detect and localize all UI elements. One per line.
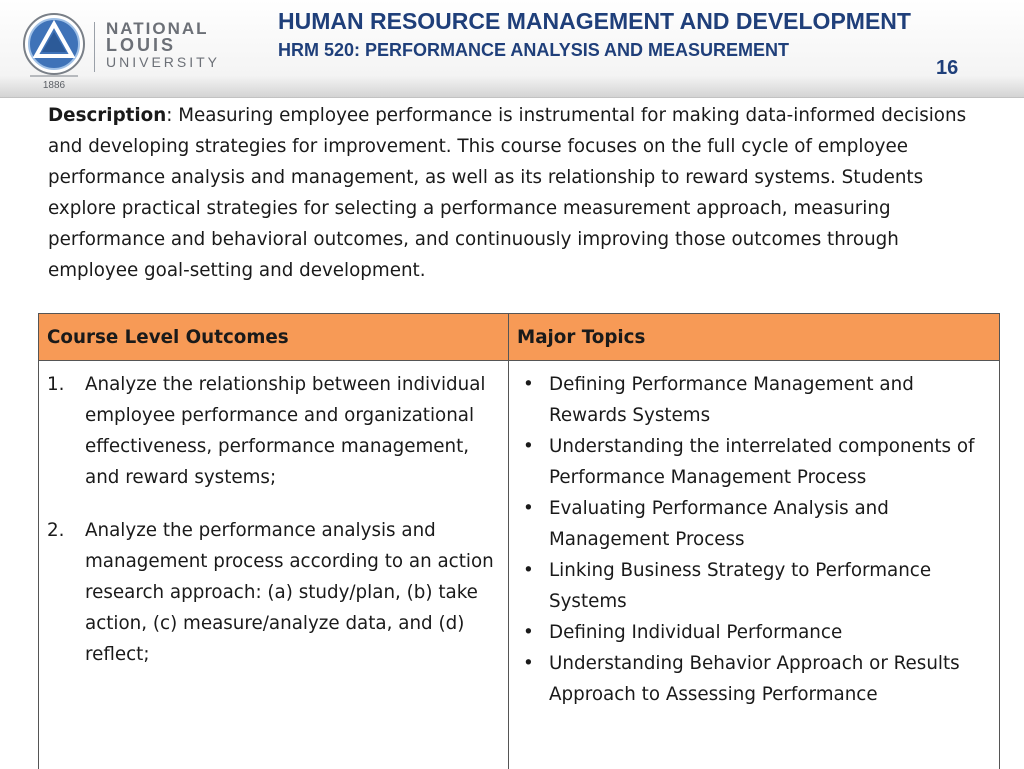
topics-cell bbox=[509, 361, 1000, 769]
topic-list bbox=[517, 369, 991, 710]
slide-title: HUMAN RESOURCE MANAGEMENT AND DEVELOPMENT bbox=[278, 8, 998, 35]
topic-text: Defining Individual Performance bbox=[549, 622, 842, 643]
outcome-text: Analyze the relationship between individual employee performance and organizational effectiveness, performance management, and reward systems; bbox=[85, 374, 486, 488]
wordmark-line-3: UNIVERSITY bbox=[106, 54, 236, 71]
outcome-number: 1. bbox=[47, 369, 64, 400]
table-body-row bbox=[39, 361, 1000, 769]
seal-year: 1886 bbox=[43, 80, 66, 90]
slide-subtitle: HRM 520: PERFORMANCE ANALYSIS AND MEASUREMENT bbox=[278, 39, 978, 61]
topic-item bbox=[517, 431, 991, 493]
table-header-row bbox=[39, 314, 1000, 361]
header-major-topics: Major Topics bbox=[509, 314, 1000, 361]
topic-text: Linking Business Strategy to Performance Systems bbox=[549, 560, 931, 612]
topic-item bbox=[517, 369, 991, 431]
header-bar bbox=[0, 0, 1024, 98]
wordmark-line-2: LOUIS bbox=[106, 37, 236, 54]
bullet-icon: • bbox=[523, 369, 534, 400]
wordmark-line-1: NATIONAL bbox=[106, 20, 236, 37]
bullet-icon: • bbox=[523, 555, 534, 586]
topic-item bbox=[517, 493, 991, 555]
university-wordmark bbox=[106, 20, 236, 71]
topic-item bbox=[517, 617, 991, 648]
description-text: : Measuring employee performance is instrumental for making data-informed decisions and developing strategies for improvement. This course focuses on the full cycle of employee performance analysis and management, as well as its relationship to reward systems. Students explore practical strategies for selecting a performance measurement approach, measuring performance and behavioral outcomes, and continuously improving those outcomes through employee goal-setting and development. bbox=[48, 105, 966, 281]
outcome-list bbox=[47, 369, 500, 670]
topic-item bbox=[517, 648, 991, 710]
outcome-number: 2. bbox=[47, 515, 64, 546]
header-course-level-outcomes: Course Level Outcomes bbox=[39, 314, 509, 361]
outcome-text: Analyze the performance analysis and management process according to an action research approach: (a) study/plan, (b) take action, (c) measure/analyze data, and (d) reflect; bbox=[85, 520, 494, 665]
bullet-icon: • bbox=[523, 617, 534, 648]
outcome-item bbox=[47, 369, 500, 493]
outcomes-cell bbox=[39, 361, 509, 769]
outcome-item bbox=[47, 515, 500, 670]
bullet-icon: • bbox=[523, 493, 534, 524]
course-description bbox=[48, 100, 973, 286]
topic-item bbox=[517, 555, 991, 617]
bullet-icon: • bbox=[523, 431, 534, 462]
university-seal-icon bbox=[22, 12, 86, 90]
topic-text: Defining Performance Management and Rewards Systems bbox=[549, 374, 914, 426]
description-label: Description bbox=[48, 105, 166, 126]
topic-text: Understanding the interrelated components of Performance Management Process bbox=[549, 436, 974, 488]
outcomes-topics-table bbox=[38, 313, 1000, 769]
bullet-icon: • bbox=[523, 648, 534, 679]
logo-divider bbox=[94, 22, 95, 72]
topic-text: Evaluating Performance Analysis and Management Process bbox=[549, 498, 889, 550]
page-number: 16 bbox=[936, 57, 958, 79]
topic-text: Understanding Behavior Approach or Results Approach to Assessing Performance bbox=[549, 653, 960, 705]
